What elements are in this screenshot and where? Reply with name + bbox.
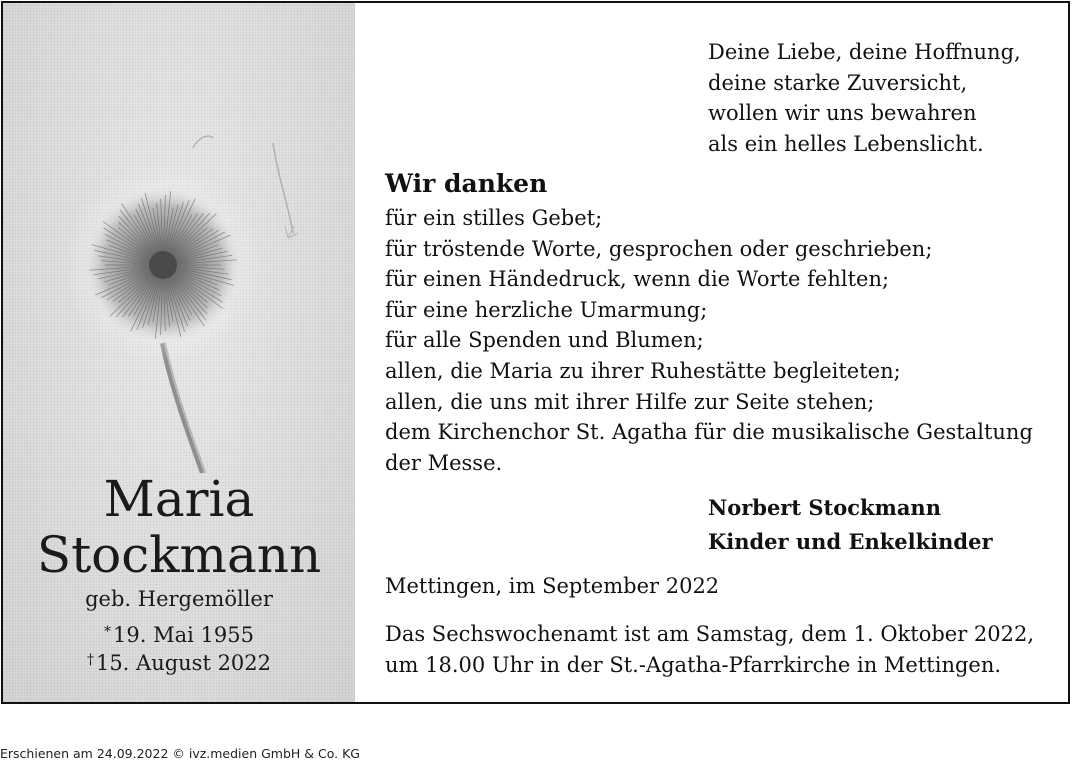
obituary-notice [1, 1, 1070, 704]
poem-line: deine starke Zuversicht, [708, 70, 968, 95]
memorial-photo-panel [3, 3, 355, 702]
thanks-heading: Wir danken [385, 169, 548, 198]
poem-line: als ein helles Lebenslicht. [708, 131, 984, 156]
poem [708, 37, 1021, 159]
thanks-line: dem Kirchenchor St. Agatha für die musikalische Gestaltung [385, 420, 1033, 445]
thanks-line: für eine herzliche Umarmung; [385, 297, 708, 322]
thanks-line: für einen Händedruck, wenn die Worte fehlten; [385, 267, 890, 292]
signers [708, 491, 993, 559]
announcement-line: um 18.00 Uhr in der St.-Agatha-Pfarrkirche in Mettingen. [385, 652, 1002, 677]
thanks-list [385, 203, 1055, 478]
thanks-line: für ein stilles Gebet; [385, 206, 603, 230]
birth-date [3, 623, 355, 647]
death-date [3, 651, 355, 675]
poem-line: wollen wir uns bewahren [708, 101, 977, 126]
thanks-line: für tröstende Worte, gesprochen oder geschrieben; [385, 236, 933, 261]
dandelion-image [3, 3, 355, 473]
signer-name: Norbert Stockmann [708, 495, 941, 520]
death-cross-symbol: † [86, 652, 94, 668]
deceased-birth-name: geb. Hergemöller [85, 587, 273, 611]
signer-name: Kinder und Enkelkinder [708, 529, 993, 554]
deceased-first-name: Maria [103, 470, 255, 528]
deceased-last-name: Stockmann [36, 526, 322, 584]
publication-footer: Erschienen am 24.09.2022 © ivz.medien GmbH & Co. KG [0, 746, 360, 761]
birth-star-symbol: * [104, 624, 112, 640]
service-announcement [385, 619, 1055, 680]
poem-line: Deine Liebe, deine Hoffnung, [708, 40, 1021, 64]
place-date: Mettingen, im September 2022 [385, 574, 720, 598]
thanks-line: der Messe. [385, 450, 503, 475]
announcement-line: Das Sechswochenamt ist am Samstag, dem 1. Oktober 2022, [385, 622, 1035, 646]
thanks-line: allen, die Maria zu ihrer Ruhestätte begleiteten; [385, 358, 901, 383]
birth-date-value: 19. Mai 1955 [113, 623, 254, 647]
thanks-line: allen, die uns mit ihrer Hilfe zur Seite stehen; [385, 389, 875, 414]
thanks-line: für alle Spenden und Blumen; [385, 328, 704, 353]
death-date-value: 15. August 2022 [95, 651, 272, 675]
